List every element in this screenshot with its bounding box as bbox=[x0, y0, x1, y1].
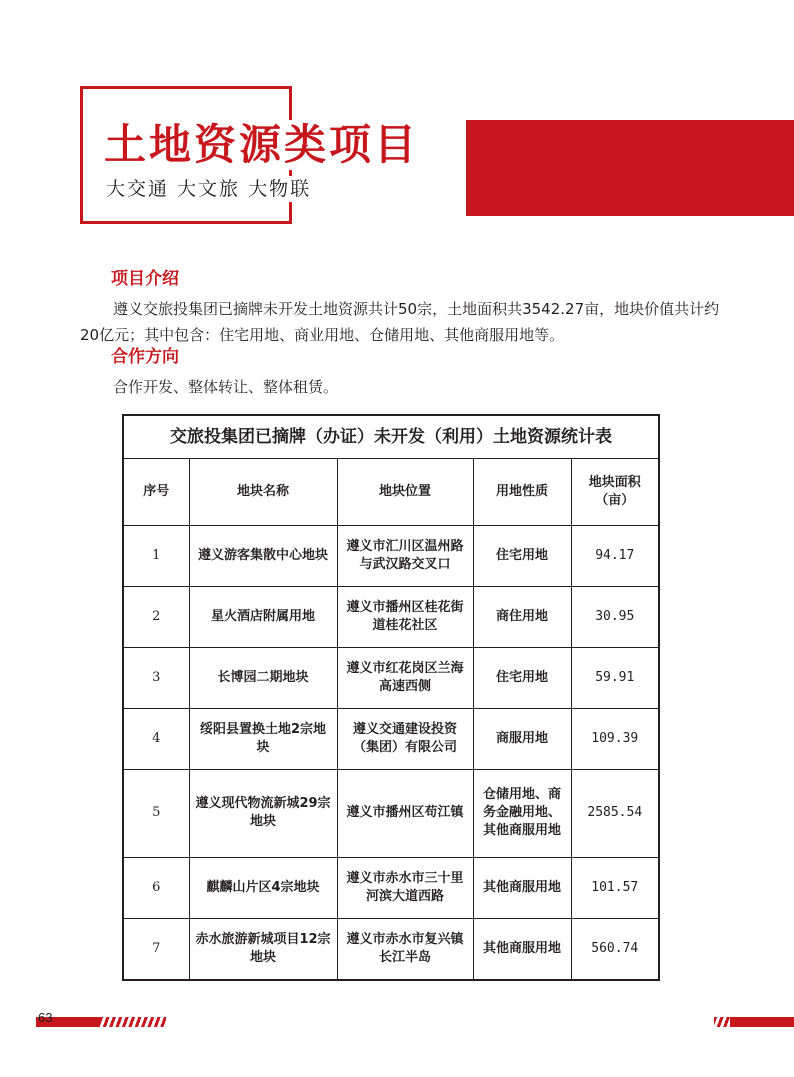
table-row bbox=[123, 918, 659, 980]
page-subtitle: 大交通 大文旅 大物联 bbox=[106, 176, 315, 202]
cell-area: 59.91 bbox=[571, 647, 659, 708]
cell-location: 遵义市播州区苟江镇 bbox=[337, 769, 473, 857]
cell-seq: 4 bbox=[123, 708, 189, 769]
cell-location: 遵义市赤水市复兴镇长江半岛 bbox=[337, 918, 473, 980]
column-header-seq: 序号 bbox=[123, 459, 189, 526]
cell-name: 遵义现代物流新城29宗地块 bbox=[189, 769, 337, 857]
cooperation-heading: 合作方向 bbox=[111, 347, 179, 367]
cell-area: 2585.54 bbox=[571, 769, 659, 857]
cell-area: 94.17 bbox=[571, 526, 659, 587]
cell-area: 30.95 bbox=[571, 586, 659, 647]
cell-name: 绥阳县置换土地2宗地块 bbox=[189, 708, 337, 769]
cell-name: 长博园二期地块 bbox=[189, 647, 337, 708]
column-header-area: 地块面积（亩） bbox=[571, 459, 659, 526]
cell-name: 星火酒店附属用地 bbox=[189, 586, 337, 647]
cell-name: 赤水旅游新城项目12宗地块 bbox=[189, 918, 337, 980]
page-title: 土地资源类项目 bbox=[104, 120, 423, 170]
cooperation-paragraph: 合作开发、整体转让、整体租赁。 bbox=[113, 378, 339, 396]
cell-use: 商服用地 bbox=[473, 708, 571, 769]
cell-location: 遵义市赤水市三十里河滨大道西路 bbox=[337, 857, 473, 918]
cell-seq: 6 bbox=[123, 857, 189, 918]
cell-use: 住宅用地 bbox=[473, 526, 571, 587]
table-title: 交旅投集团已摘牌（办证）未开发（利用）土地资源统计表 bbox=[123, 415, 659, 459]
land-resource-table bbox=[122, 414, 660, 981]
cell-area: 109.39 bbox=[571, 708, 659, 769]
column-header-name: 地块名称 bbox=[189, 459, 337, 526]
table-row bbox=[123, 526, 659, 587]
table-row bbox=[123, 708, 659, 769]
cell-use: 商住用地 bbox=[473, 586, 571, 647]
cell-seq: 1 bbox=[123, 526, 189, 587]
table-row bbox=[123, 647, 659, 708]
intro-heading: 项目介绍 bbox=[111, 269, 179, 289]
cell-location: 遵义市红花岗区兰海高速西侧 bbox=[337, 647, 473, 708]
intro-paragraph: 遵义交旅投集团已摘牌未开发土地资源共计50宗，土地面积共3542.27亩，地块价值共计约20亿元；其中包含：住宅用地、商业用地、仓储用地、其他商服用地等。 bbox=[80, 300, 720, 344]
footer-stripes-right bbox=[714, 1017, 730, 1027]
cell-use: 其他商服用地 bbox=[473, 918, 571, 980]
cell-location: 遵义市汇川区温州路与武汉路交叉口 bbox=[337, 526, 473, 587]
footer-bar-right bbox=[730, 1017, 794, 1027]
column-header-location: 地块位置 bbox=[337, 459, 473, 526]
cell-location: 遵义市播州区桂花街道桂花社区 bbox=[337, 586, 473, 647]
column-header-use: 用地性质 bbox=[473, 459, 571, 526]
cell-name: 遵义游客集散中心地块 bbox=[189, 526, 337, 587]
header-red-block bbox=[466, 120, 794, 216]
cell-use: 仓储用地、商务金融用地、其他商服用地 bbox=[473, 769, 571, 857]
cell-location: 遵义交通建设投资（集团）有限公司 bbox=[337, 708, 473, 769]
cell-area: 560.74 bbox=[571, 918, 659, 980]
cell-seq: 7 bbox=[123, 918, 189, 980]
table-row bbox=[123, 769, 659, 857]
cell-name: 麒麟山片区4宗地块 bbox=[189, 857, 337, 918]
table-row bbox=[123, 857, 659, 918]
cell-use: 住宅用地 bbox=[473, 647, 571, 708]
cell-use: 其他商服用地 bbox=[473, 857, 571, 918]
page-number: 63 bbox=[38, 1010, 53, 1025]
cell-area: 101.57 bbox=[571, 857, 659, 918]
cell-seq: 5 bbox=[123, 769, 189, 857]
cell-seq: 2 bbox=[123, 586, 189, 647]
table-row bbox=[123, 586, 659, 647]
cell-seq: 3 bbox=[123, 647, 189, 708]
footer-stripes-left bbox=[100, 1017, 166, 1027]
